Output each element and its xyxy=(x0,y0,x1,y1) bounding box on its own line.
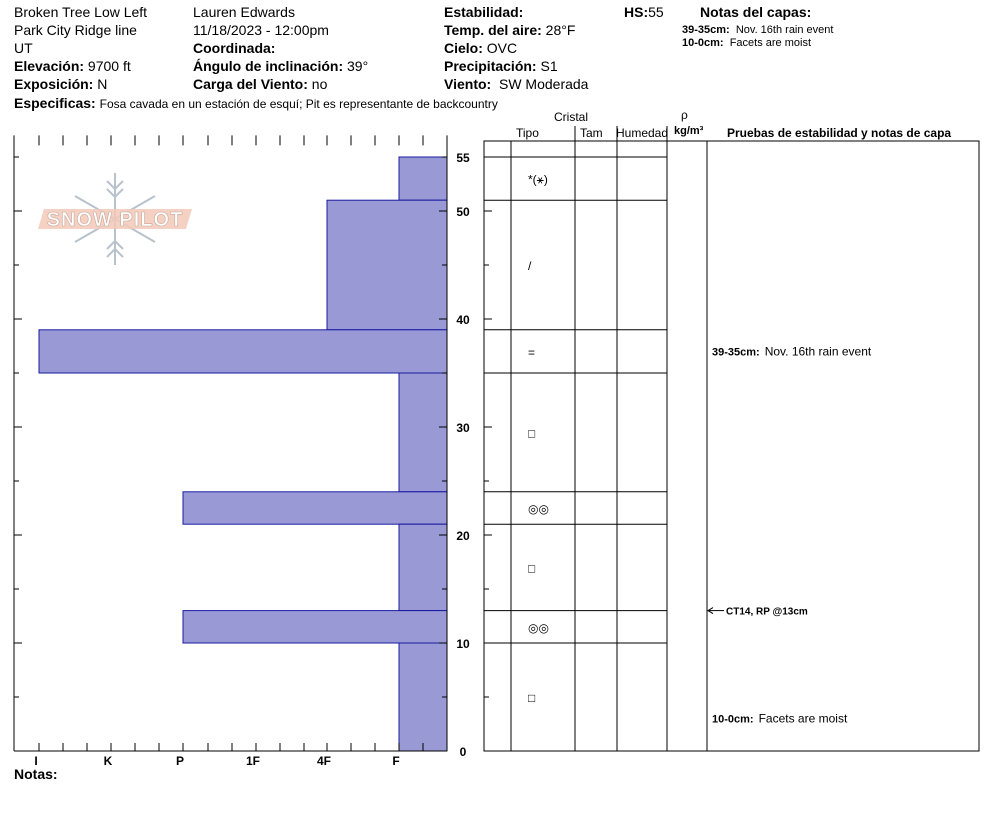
height-tick-label: 50 xyxy=(456,205,470,219)
hardness-label: 4F xyxy=(316,754,332,768)
hardness-label: 1F xyxy=(245,754,261,768)
layer-note-1: 39-35cm: Nov. 16th rain event xyxy=(682,24,834,36)
date-time: 11/18/2023 - 12:00pm xyxy=(193,22,329,38)
wind-row: Viento: SW Moderada xyxy=(444,76,589,92)
grain-type-symbol: *(⚹) xyxy=(528,172,548,187)
layer-note-2: 10-0cm: Facets are moist xyxy=(682,37,812,49)
grain-type-symbol: □ xyxy=(528,426,536,441)
logo-text: SNOW PILOT xyxy=(46,209,184,231)
rho-header: ρ xyxy=(681,108,688,122)
observer-name: Lauren Edwards xyxy=(193,4,295,20)
hardness-label: F xyxy=(392,754,400,768)
hardness-label: I xyxy=(34,754,38,768)
coordinate-label: Coordinada: xyxy=(193,40,276,56)
hardness-bar-3 xyxy=(399,373,447,492)
height-tick-label: 10 xyxy=(456,637,470,651)
hardness-label: P xyxy=(175,754,185,768)
hardness-bar-1 xyxy=(327,200,447,330)
grain-type-symbol: / xyxy=(528,259,532,273)
type-header: Tipo xyxy=(516,126,539,140)
state-name: UT xyxy=(14,40,33,56)
height-tick-label: 55 xyxy=(456,151,470,165)
hardness-bar-7 xyxy=(399,643,447,751)
height-tick-label: 30 xyxy=(456,421,470,435)
area-name: Park City Ridge line xyxy=(14,22,137,38)
moisture-header: Humedad xyxy=(616,126,669,140)
grain-type-symbol: = xyxy=(528,345,536,360)
snow-height: HS:55 xyxy=(624,4,664,20)
stability-label: Estabilidad: xyxy=(444,4,524,20)
stability-test-label: CT14, RP @13cm xyxy=(726,606,808,618)
hardness-bar-4 xyxy=(183,492,447,524)
specifics-row: Especificas: Fosa cavada en un estación de esquí; Pit es representante de backcountry xyxy=(14,95,498,111)
aspect-row: Exposición: N xyxy=(14,76,108,92)
hardness-bar-5 xyxy=(399,524,447,610)
density-unit-header: kg/m³ xyxy=(674,125,704,137)
sky-row: Cielo: OVC xyxy=(444,40,518,56)
crystal-header: Cristal xyxy=(554,110,589,124)
hardness-label: K xyxy=(103,754,113,768)
layer-annotation: 10-0cm: Facets are moist xyxy=(712,711,848,726)
notes-label: Notas: xyxy=(14,766,58,782)
layer-table-frame xyxy=(484,141,979,751)
elevation-row: Elevación: 9700 ft xyxy=(14,58,131,74)
layer-notes-title: Notas del capas: xyxy=(700,4,812,20)
grain-type-symbol: ◎◎ xyxy=(528,620,549,635)
tests-header: Pruebas de estabilidad y notas de capa xyxy=(727,126,952,140)
size-header: Tam xyxy=(580,126,603,140)
wind-load-row: Carga del Viento: no xyxy=(193,76,328,92)
snowpilot-logo xyxy=(38,173,192,265)
location-name: Broken Tree Low Left xyxy=(14,4,148,20)
precip-row: Precipitación: S1 xyxy=(444,58,558,74)
hardness-bar-2 xyxy=(39,330,447,373)
height-tick-label: 40 xyxy=(456,313,470,327)
air-temp-row: Temp. del aire: 28°F xyxy=(444,22,576,38)
layer-annotation: 39-35cm: Nov. 16th rain event xyxy=(712,344,872,359)
height-tick-label: 20 xyxy=(456,529,470,543)
height-tick-label: 0 xyxy=(459,745,467,759)
grain-type-symbol: □ xyxy=(528,691,536,705)
grain-type-symbol: □ xyxy=(528,561,536,576)
slope-row: Ángulo de inclinación: 39° xyxy=(193,58,369,74)
grain-type-symbol: ◎◎ xyxy=(528,502,549,516)
hardness-bar-0 xyxy=(399,157,447,200)
hardness-bar-6 xyxy=(183,611,447,643)
